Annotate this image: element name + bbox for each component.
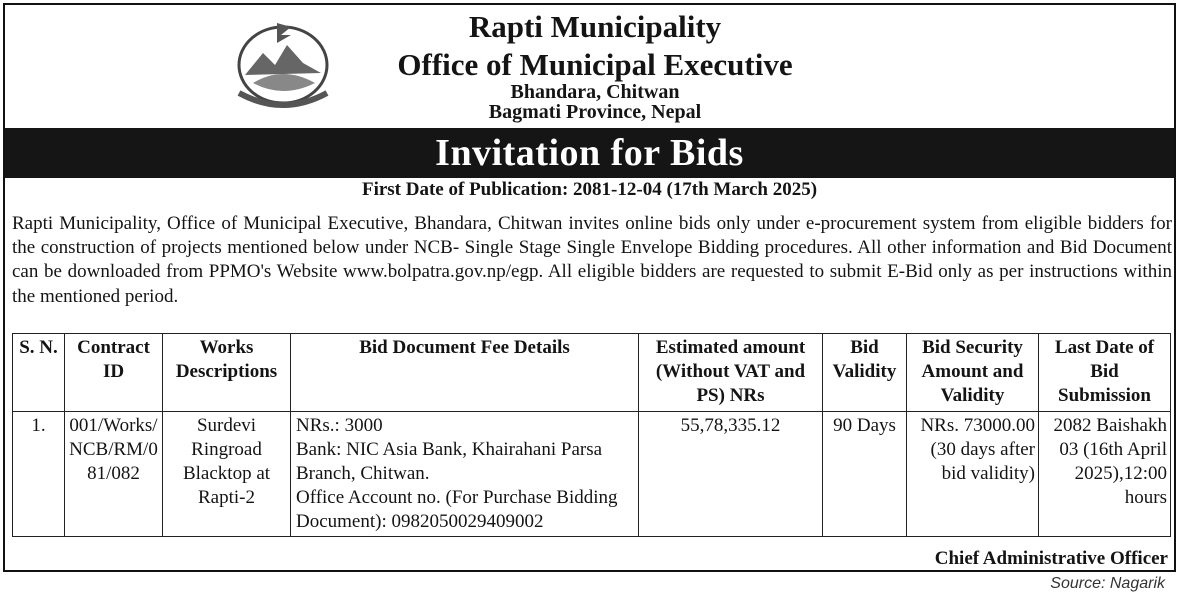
table-row xyxy=(13,412,1171,537)
col-header-contract-id: Contract ID xyxy=(65,334,163,412)
table-header-row xyxy=(13,334,1171,412)
col-header-security: Bid Security Amount and Validity xyxy=(907,334,1039,412)
bids-table xyxy=(12,333,1171,537)
publication-date: First Date of Publication: 2081-12-04 (17th March 2025) xyxy=(361,179,818,200)
cell-validity: 90 Days xyxy=(823,412,907,537)
address-line-2: Bagmati Province, Nepal xyxy=(488,101,702,123)
cell-contract-id: 001/Works/NCB/RM/081/082 xyxy=(65,412,163,537)
col-header-sn: S. N. xyxy=(13,334,65,412)
address-line-1: Bhandara, Chitwan xyxy=(510,81,680,103)
source-credit: Source: Nagarik xyxy=(1050,575,1165,592)
cell-security: NRs. 73000.00 (30 days after bid validity) xyxy=(907,412,1039,537)
signoff: Chief Administrative Officer xyxy=(934,548,1168,569)
col-header-estimate: Estimated amount (Without VAT and PS) NRs xyxy=(639,334,823,412)
cell-last-date: 2082 Baishakh 03 (16th April 2025),12:00 hours xyxy=(1039,412,1171,537)
col-header-last-date: Last Date of Bid Submission xyxy=(1039,334,1171,412)
notice-frame xyxy=(3,3,1176,572)
notice-body: Rapti Municipality, Office of Municipal Executive, Bhandara, Chitwan invites online bids only under e-procurement system from eligible bidders for the construction of projects mentioned below under NCB- Single Stage Single Envelope Bidding procedures. All other information and Bid Document can be downloaded from PPMO's Website www.bolpatra.gov.np/egp. All eligible bidders are requested to submit E-Bid only as per instructions within the mentioned period. xyxy=(12,213,1172,307)
municipality-name: Rapti Municipality xyxy=(468,9,722,44)
cell-sn: 1. xyxy=(13,412,65,537)
col-header-validity: Bid Validity xyxy=(823,334,907,412)
cell-description: Surdevi Ringroad Blacktop at Rapti-2 xyxy=(163,412,291,537)
col-header-works: Works Descriptions xyxy=(163,334,291,412)
cell-fee-details: NRs.: 3000 Bank: NIC Asia Bank, Khairahani Parsa Branch, Chitwan. Office Account no. (For Purchase Bidding Document): 0982050029409002 xyxy=(291,412,639,537)
col-header-fee: Bid Document Fee Details xyxy=(291,334,639,412)
office-name: Office of Municipal Executive xyxy=(397,47,793,82)
notice-title: Invitation for Bids xyxy=(5,128,1174,178)
cell-estimated-amount: 55,78,335.12 xyxy=(639,412,823,537)
